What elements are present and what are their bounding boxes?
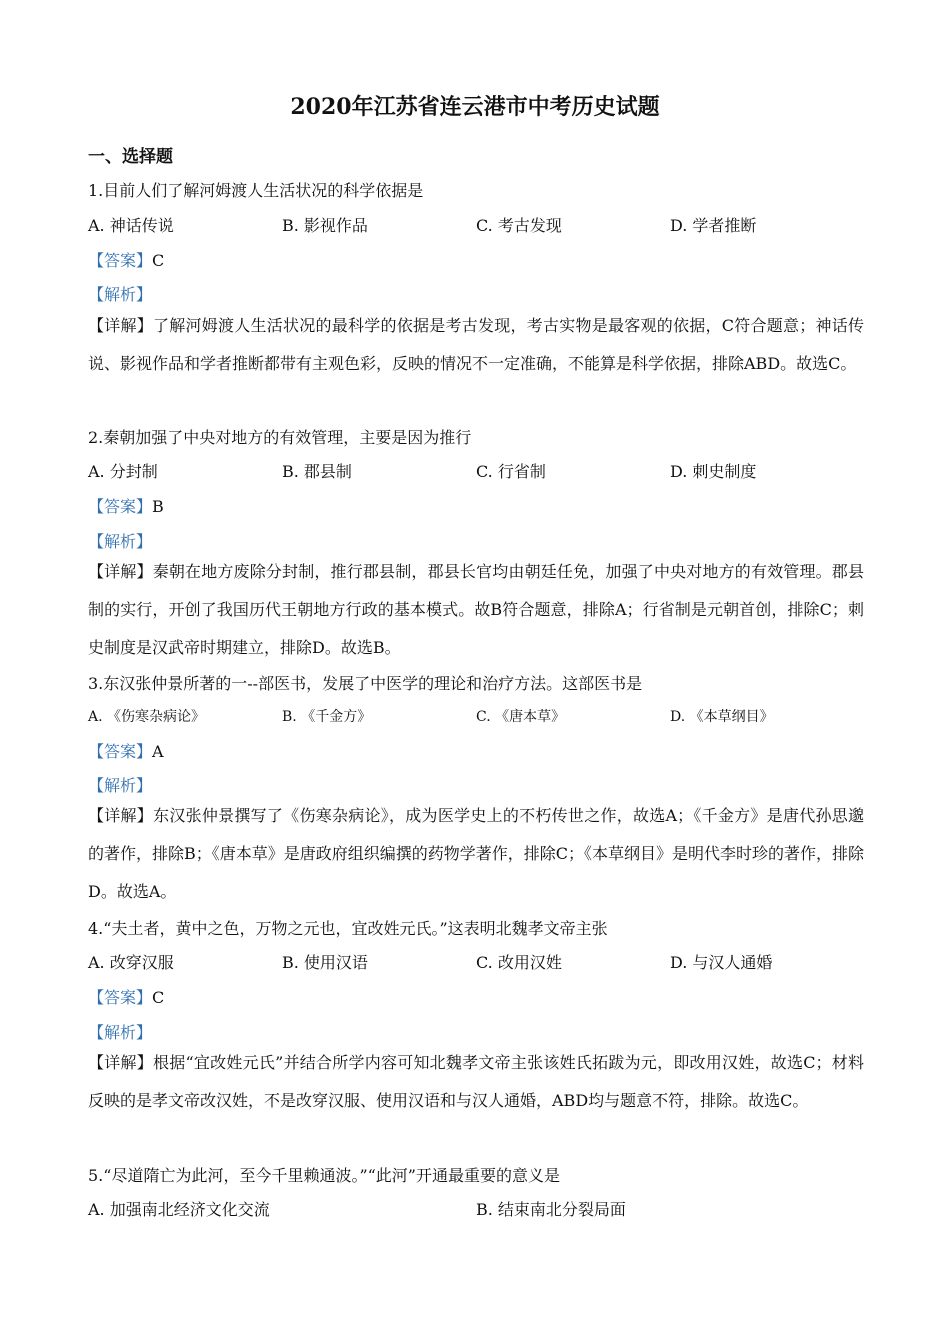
option-a: A. 分封制 [88,462,158,481]
detail-paragraph [88,307,864,383]
answer-tag: 【答案】 [88,988,153,1007]
answer-value: C [152,251,165,270]
option-c: C. 考古发现 [476,216,562,235]
answer-tag: 【答案】 [88,497,153,516]
option-a: A. 改穿汉服 [88,953,174,972]
answer-value: B [152,497,164,516]
answer-line [88,985,164,1008]
question-stem: 3.东汉张仲景所著的一--部医书，发展了中医学的理论和治疗方法。这部医书是 [88,674,643,693]
answer-line [88,494,164,517]
option-a: A. 神话传说 [88,216,174,235]
option-a: A. 加强南北经济文化交流 [88,1200,270,1219]
answer-value: A [152,742,164,761]
option-b: B. 郡县制 [282,462,352,481]
analysis-tag: 【解析】 [88,285,153,304]
option-c: C. 《唐本草》 [476,709,566,725]
detail-tag: 【详解】 [88,316,153,335]
answer-line [88,739,164,762]
detail-text: 根据“宜改姓元氏”并结合所学内容可知北魏孝文帝主张该姓氏拓跋为元，即改用汉姓，故选C；材料反映的是孝文帝改汉姓，不是改穿汉服、使用汉语和与汉人通婚，ABD均与题意不符，排除。故选C。 [88,1053,864,1110]
option-a: A. 《伤寒杂病论》 [88,709,206,725]
question-stem: 2.秦朝加强了中央对地方的有效管理，主要是因为推行 [88,428,472,447]
option-b: B. 使用汉语 [282,953,368,972]
option-d: D. 《本草纲目》 [670,709,774,725]
option-b: B. 《千金方》 [282,709,372,725]
option-c: C. 改用汉姓 [476,953,562,972]
option-d: D. 刺史制度 [670,462,757,481]
option-c: C. 行省制 [476,462,546,481]
option-d: D. 学者推断 [670,216,757,235]
answer-tag: 【答案】 [88,742,153,761]
question-stem: 1.目前人们了解河姆渡人生活状况的科学依据是 [88,181,424,200]
detail-paragraph [88,1044,864,1120]
detail-paragraph [88,553,864,667]
detail-paragraph [88,797,864,911]
answer-line [88,248,164,271]
answer-tag: 【答案】 [88,251,153,270]
analysis-tag: 【解析】 [88,1023,153,1042]
detail-text: 秦朝在地方废除分封制，推行郡县制，郡县长官均由朝廷任免，加强了中央对地方的有效管理。郡县制的实行，开创了我国历代王朝地方行政的基本模式。故B符合题意，排除A；行省制是元朝首创，排除C；刺史制度是汉武帝时期建立，排除D。故选B。 [88,562,864,657]
analysis-tag: 【解析】 [88,532,153,551]
question-stem: 4.“夫土者，黄中之色，万物之元也，宜改姓元氏。”这表明北魏孝文帝主张 [88,919,608,938]
option-b: B. 结束南北分裂局面 [476,1200,626,1219]
detail-tag: 【详解】 [88,1053,153,1072]
analysis-tag: 【解析】 [88,776,153,795]
option-d: D. 与汉人通婚 [670,953,773,972]
detail-tag: 【详解】 [88,806,154,825]
detail-text: 东汉张仲景撰写了《伤寒杂病论》，成为医学史上的不朽传世之作，故选A；《千金方》是唐代孙思邈的著作，排除B；《唐本草》是唐政府组织编撰的药物学著作，排除C；《本草纲目》是明代李时珍的著作，排除D。故选A。 [88,806,865,901]
question-stem: 5.“尽道隋亡为此河，至今千里赖通波。”“此河”开通最重要的意义是 [88,1166,560,1185]
answer-value: C [152,988,165,1007]
section-heading: 一、选择题 [88,147,173,167]
detail-text: 了解河姆渡人生活状况的最科学的依据是考古发现，考古实物是最客观的依据，C符合题意；神话传说、影视作品和学者推断都带有主观色彩，反映的情况不一定准确，不能算是科学依据，排除ABD。故选C。 [88,316,864,373]
page-title: 2020年江苏省连云港市中考历史试题 [290,94,660,120]
detail-tag: 【详解】 [88,562,153,581]
option-b: B. 影视作品 [282,216,368,235]
